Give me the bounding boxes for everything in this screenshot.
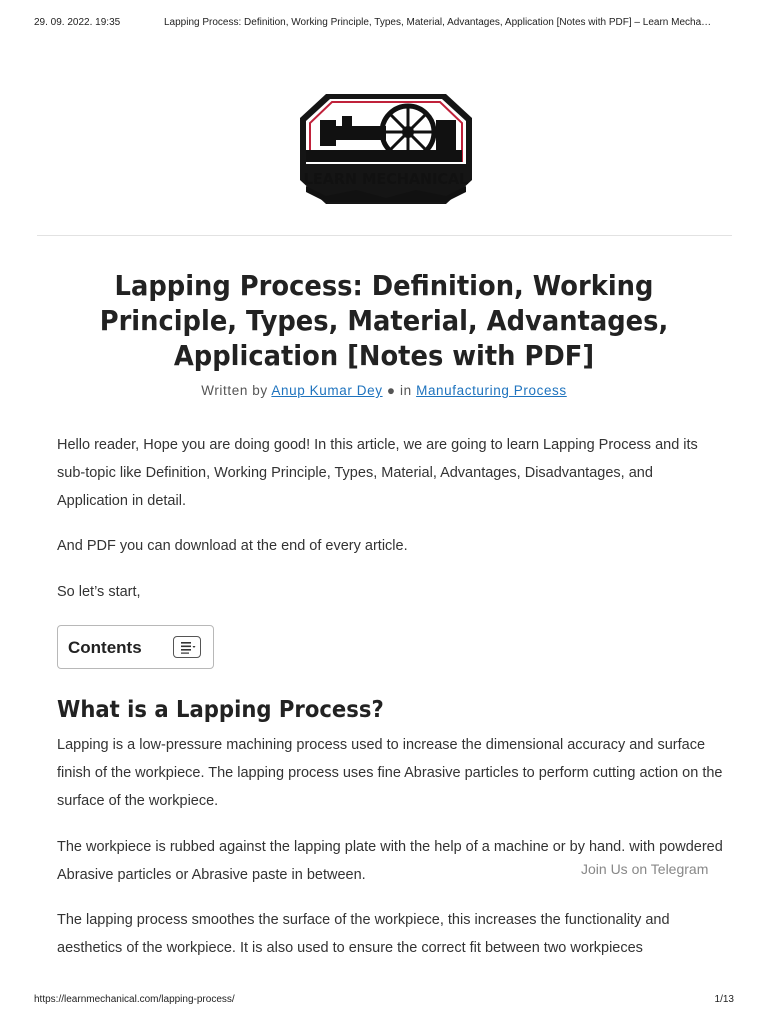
byline-prefix: Written by: [201, 383, 272, 398]
header-divider: [37, 235, 732, 236]
article-byline: [0, 383, 768, 398]
gear-machine-icon: [296, 86, 476, 210]
toc-toggle-button[interactable]: [173, 636, 201, 658]
category-link[interactable]: Manufacturing Process: [416, 383, 567, 398]
article-title: Lapping Process: Definition, Working Principle, Types, Material, Advantages, Application [Notes with PDF]: [99, 269, 669, 372]
print-header: [34, 17, 738, 28]
telegram-join-link[interactable]: Join Us on Telegram: [581, 861, 709, 877]
section-paragraph: The workpiece is rubbed against the lapping plate with the help of a machine or by hand. with powdered Abrasive particles or Abrasive paste in between.: [57, 839, 723, 883]
table-of-contents: [57, 625, 214, 669]
section-paragraph: The lapping process smoothes the surface of the workpiece, this increases the functionality and aesthetics of the workpiece. It is also used to ensure the correct fit between two workpieces: [57, 912, 670, 956]
section-paragraph: Lapping is a low-pressure machining process used to increase the dimensional accuracy and surface finish of the workpiece. The lapping process uses fine Abrasive particles to perform cutting action on the surface of the workpiece.: [57, 737, 723, 809]
byline-separator: ● in: [382, 383, 417, 398]
author-link[interactable]: Anup Kumar Dey: [271, 383, 383, 398]
print-footer: [34, 994, 734, 1005]
print-page-number: 1/13: [714, 994, 734, 1005]
print-url: https://learnmechanical.com/lapping-process/: [34, 994, 235, 1005]
toc-label: Contents: [68, 638, 142, 657]
intro-paragraph: So let’s start,: [57, 584, 141, 600]
print-date: 29. 09. 2022. 19:35: [34, 17, 121, 28]
list-icon: [174, 637, 200, 657]
intro-paragraph: And PDF you can download at the end of every article.: [57, 538, 408, 554]
section-heading: What is a Lapping Process?: [57, 697, 384, 723]
logo-text: LEARN MECHANICAL: [303, 170, 469, 188]
site-logo[interactable]: [296, 86, 476, 210]
intro-paragraph: Hello reader, Hope you are doing good! In this article, we are going to learn Lapping Process and its sub-topic like Definition, Working Principle, Types, Material, Advantages, Disadvantages, and Application in detail.: [57, 437, 698, 509]
print-page-title: Lapping Process: Definition, Working Principle, Types, Material, Advantages, Application [Notes with PDF] – Learn Mecha…: [164, 17, 712, 28]
